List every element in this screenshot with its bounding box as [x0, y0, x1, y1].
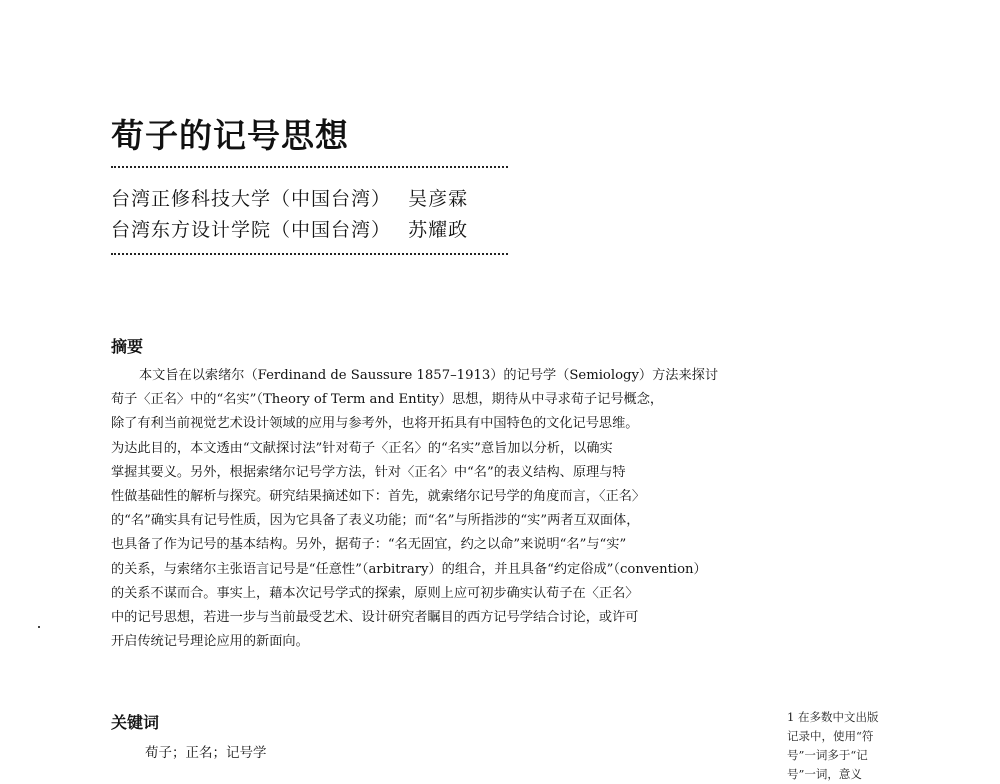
- abstract-line: 掌握其要义。另外，根据索绪尔记号学方法，针对〈正名〉中“名”的表义结构、原理与特: [111, 464, 626, 480]
- footnote-line: 记录中，使用“符: [787, 729, 874, 743]
- keywords-text: 荀子；正名；记号学: [145, 745, 267, 761]
- abstract-heading: 摘要: [111, 337, 144, 356]
- footnote-line: 号”一词多于“记: [787, 748, 868, 762]
- author-affiliation-2: 台湾东方设计学院（中国台湾）: [111, 219, 392, 241]
- bottom-dotted-rule: [111, 253, 508, 255]
- author-name-1: 吴彦霖: [408, 188, 469, 210]
- footnote-line: 1 在多数中文出版: [787, 710, 879, 724]
- footnote-line: 号”一词，意义: [787, 767, 862, 781]
- author-line-1: [111, 184, 468, 211]
- abstract-line: 本文旨在以索绪尔（Ferdinand de Saussure 1857–1913）的记号学（Semiology）方法来探讨: [139, 368, 719, 383]
- abstract-line: 的“名”确实具有记号性质，因为它具备了表义功能；而“名”与所指涉的“实”两者互双面体，: [111, 513, 640, 529]
- paper-title: 荀子的记号思想: [111, 116, 349, 155]
- author-line-2: [111, 215, 468, 242]
- abstract-line: 也具备了作为记号的基本结构。另外，据荀子：“名无固宜，约之以命”来说明“名”与“实”: [111, 537, 627, 553]
- keywords-heading: 关键词: [111, 713, 160, 732]
- scan-speck: [38, 626, 40, 628]
- author-affiliation-1: 台湾正修科技大学（中国台湾）: [111, 188, 392, 210]
- top-dotted-rule: [111, 166, 508, 168]
- abstract-body: [111, 364, 760, 654]
- abstract-line: 为达此目的，本文透由“文献探讨法”针对荀子〈正名〉的“名实”意旨加以分析，以确实: [111, 440, 613, 456]
- abstract-line: 开启传统记号理论应用的新面向。: [111, 634, 309, 650]
- side-footnote: [787, 708, 907, 784]
- abstract-line: 荀子〈正名〉中的“名实”（Theory of Term and Entity）思想，期待从中寻求荀子记号概念，: [111, 392, 664, 408]
- abstract-line: 除了有利当前视觉艺术设计领域的应用与参考外，也将开拓具有中国特色的文化记号思维。: [111, 416, 639, 432]
- abstract-line: 的关系，与索绪尔主张语言记号是“任意性”（arbitrary）的组合，并且具备“约定俗成”（convention）: [111, 561, 707, 577]
- author-name-2: 苏耀政: [408, 219, 469, 241]
- abstract-line: 中的记号思想，若进一步与当前最受艺术、设计研究者瞩目的西方记号学结合讨论，或许可: [111, 610, 639, 626]
- abstract-line: 性做基础性的解析与探究。研究结果摘述如下：首先，就索绪尔记号学的角度而言，〈正名〉: [111, 489, 646, 505]
- abstract-line: 的关系不谋而合。事实上，藉本次记号学式的探索，原则上应可初步确实认荀子在〈正名〉: [111, 585, 639, 601]
